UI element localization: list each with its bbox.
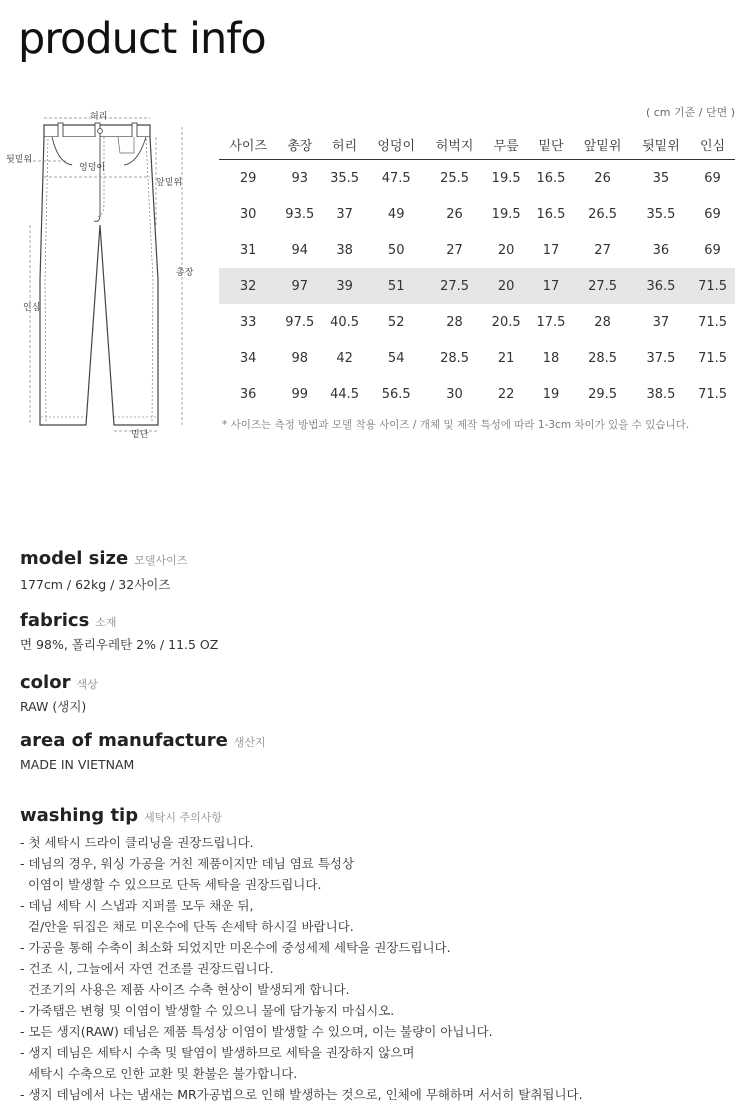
size-table-cell: 27.5 — [573, 268, 631, 304]
size-table — [219, 129, 735, 412]
diagram-label-front-rise: 앞밑위 — [156, 178, 183, 188]
size-table-cell: 97 — [277, 268, 322, 304]
fabrics-title: fabrics — [20, 610, 90, 631]
size-table-cell: 21 — [497, 350, 515, 366]
washing-tip-line: - 첫 세탁시 드라이 클리닝을 권장드립니다. — [20, 835, 254, 850]
manufacture-value: MADE IN VIETNAM — [20, 757, 135, 772]
size-table-header-cell: 허벅지 — [425, 129, 483, 160]
size-table-row — [219, 304, 735, 340]
size-table-cell: 16.5 — [536, 170, 566, 186]
size-table-cell: 17.5 — [536, 314, 566, 330]
size-table-cell: 17 — [529, 268, 574, 304]
size-table-cell: 22 — [497, 386, 515, 402]
size-table-cell: 71.5 — [698, 386, 728, 402]
diagram-label-hem: 밑단 — [131, 430, 149, 440]
size-table-cell: 35 — [652, 170, 670, 186]
washing-tip-line: - 생지 데님에서 나는 냄새는 MR가공법으로 인해 발생하는 것으로, 인체에 무해하며 서서히 탈취됩니다. — [20, 1087, 583, 1102]
model-size-title: model size — [20, 548, 129, 569]
size-table-cell: 93.5 — [285, 206, 315, 222]
diagram-label-back-rise: 뒷밑위 — [6, 155, 33, 165]
washing-tip-line: 세탁시 수축으로 인한 교환 및 환불은 불가합니다. — [20, 1066, 298, 1081]
size-table-cell: 94 — [291, 242, 309, 258]
unit-note: ( cm 기준 / 단면 ) — [645, 106, 735, 119]
size-table-cell: 20 — [484, 268, 529, 304]
washing-tip-item — [20, 895, 583, 937]
size-table-note: * 사이즈는 측정 방법과 모델 착용 사이즈 / 개체 및 제작 특성에 따라 1-3cm 차이가 있을 수 있습니다. — [222, 419, 690, 431]
size-table-cell: 30 — [239, 206, 257, 222]
washing-tip-line: - 모든 생지(RAW) 데님은 제품 특성상 이염이 발생할 수 있으며, 이는 불량이 아닙니다. — [20, 1024, 493, 1039]
size-table-header-cell: 무릎 — [484, 129, 529, 160]
diagram-label-waist: 허리 — [90, 112, 108, 122]
size-table-cell: 20.5 — [491, 314, 521, 330]
size-table-cell: 36.5 — [632, 268, 690, 304]
size-table-cell: 71.5 — [690, 268, 735, 304]
size-table-cell: 42 — [336, 350, 353, 366]
size-table-cell: 16.5 — [536, 206, 566, 222]
size-table-cell: 71.5 — [698, 350, 728, 366]
washing-tip-item — [20, 1000, 583, 1021]
size-table-cell: 40.5 — [330, 314, 360, 330]
size-table-cell: 35.5 — [330, 170, 360, 186]
size-table-cell: 27 — [446, 242, 463, 258]
size-table-cell: 19 — [542, 386, 560, 402]
size-table-cell: 26.5 — [588, 206, 618, 222]
color-value: RAW (생지) — [20, 699, 87, 714]
size-table-cell: 50 — [387, 242, 405, 258]
size-table-header-cell: 사이즈 — [219, 129, 277, 160]
manufacture-title: area of manufacture — [20, 730, 228, 751]
model-size-value: 177cm / 62kg / 32사이즈 — [20, 577, 171, 592]
size-table-cell: 20 — [497, 242, 515, 258]
size-table-cell: 28 — [446, 314, 463, 330]
size-table-cell: 36 — [239, 386, 257, 402]
size-table-row — [219, 232, 735, 268]
size-table-cell: 28 — [594, 314, 611, 330]
manufacture-title-ko: 생산지 — [233, 736, 266, 749]
color-title: color — [20, 672, 71, 693]
size-table-cell: 25.5 — [440, 170, 470, 186]
model-size-heading — [20, 548, 187, 569]
washing-tip-line: - 생지 데님은 세탁시 수축 및 탈염이 발생하므로 세탁을 권장하지 않으며 — [20, 1045, 415, 1060]
size-table-cell: 69 — [704, 170, 721, 186]
size-table-cell: 69 — [704, 242, 721, 258]
size-table-cell: 71.5 — [698, 314, 728, 330]
diagram-label-total-length: 총장 — [176, 268, 194, 278]
washing-tip-line: - 건조 시, 그늘에서 자연 건조를 권장드립니다. — [20, 961, 274, 976]
size-table-body — [219, 160, 735, 413]
size-table-cell: 35.5 — [646, 206, 676, 222]
washing-tip-item — [20, 1021, 583, 1042]
washing-tip-item — [20, 832, 583, 853]
size-table-cell: 26 — [446, 206, 463, 222]
size-table-cell: 36 — [652, 242, 670, 258]
size-table-cell: 32 — [219, 268, 277, 304]
size-table-cell: 49 — [387, 206, 405, 222]
size-table-row — [219, 268, 735, 304]
washing-tip-line: 건조기의 사용은 제품 사이즈 수축 현상이 발생되게 합니다. — [20, 982, 350, 997]
size-table-cell: 93 — [291, 170, 309, 186]
washing-tip-item — [20, 1042, 583, 1084]
size-table-header-cell: 앞밑위 — [573, 129, 631, 160]
size-table-cell: 18 — [542, 350, 560, 366]
size-table-cell: 37.5 — [646, 350, 676, 366]
size-table-cell: 98 — [291, 350, 309, 366]
size-table-cell: 33 — [239, 314, 257, 330]
fabrics-title-ko: 소재 — [95, 616, 117, 629]
washing-tip-line: - 데님의 경우, 워싱 가공을 거친 제품이지만 데님 염료 특성상 — [20, 856, 355, 871]
size-table-header-cell: 뒷밑위 — [632, 129, 690, 160]
size-table-cell: 27 — [594, 242, 611, 258]
size-table-header-cell: 엉덩이 — [367, 129, 425, 160]
size-table-row — [219, 376, 735, 412]
washing-tip-item — [20, 958, 583, 1000]
size-table-cell: 51 — [367, 268, 425, 304]
washing-title: washing tip — [20, 805, 139, 826]
size-table-cell: 56.5 — [381, 386, 411, 402]
washing-tip-line: 이염이 발생할 수 있으므로 단독 세탁을 권장드립니다. — [20, 877, 322, 892]
jeans-diagram — [0, 105, 215, 445]
washing-tip-item — [20, 1084, 583, 1105]
washing-tips-list — [20, 832, 583, 1105]
size-table-header-cell: 밑단 — [529, 129, 574, 160]
diagram-label-hip: 엉덩이 — [79, 163, 106, 173]
size-table-cell: 37 — [336, 206, 353, 222]
size-table-cell: 31 — [239, 242, 257, 258]
washing-tip-item — [20, 937, 583, 958]
size-table-cell: 28.5 — [588, 350, 618, 366]
size-table-cell: 19.5 — [491, 206, 521, 222]
size-table-cell: 52 — [387, 314, 405, 330]
washing-tip-line: 겉/안을 뒤집은 채로 미온수에 단독 손세탁 하시길 바랍니다. — [20, 919, 354, 934]
size-table-cell: 99 — [291, 386, 309, 402]
size-table-cell: 28.5 — [440, 350, 470, 366]
washing-heading — [20, 805, 222, 826]
size-table-cell: 38.5 — [646, 386, 676, 402]
washing-title-ko: 세탁시 주의사항 — [144, 811, 222, 824]
size-table-cell: 29.5 — [588, 386, 618, 402]
size-table-cell: 26 — [594, 170, 611, 186]
size-table-header-row — [219, 129, 735, 160]
page-title: product info — [18, 14, 266, 64]
size-table-cell: 97.5 — [285, 314, 315, 330]
size-table-header-cell: 총장 — [277, 129, 322, 160]
size-table-row — [219, 196, 735, 232]
size-table-cell: 37 — [652, 314, 670, 330]
size-table-cell: 38 — [336, 242, 353, 258]
size-table-header-cell: 인심 — [690, 129, 735, 160]
model-size-title-ko: 모델사이즈 — [134, 554, 188, 567]
size-table-cell: 29 — [239, 170, 257, 186]
size-table-cell: 17 — [542, 242, 560, 258]
washing-tip-line: - 가공을 통해 수축이 최소화 되었지만 미온수에 중성세제 세탁을 권장드립니다. — [20, 940, 451, 955]
size-table-cell: 39 — [322, 268, 367, 304]
diagram-label-inseam: 인심 — [23, 303, 41, 313]
size-table-cell: 34 — [239, 350, 257, 366]
size-table-cell: 27.5 — [425, 268, 483, 304]
fabrics-value: 면 98%, 폴리우레탄 2% / 11.5 OZ — [20, 637, 219, 652]
size-table-cell: 54 — [387, 350, 405, 366]
size-table-header-cell: 허리 — [322, 129, 367, 160]
color-title-ko: 색상 — [76, 678, 98, 691]
washing-tip-line: - 가죽탭은 변형 및 이염이 발생할 수 있으니 물에 담가놓지 마십시오. — [20, 1003, 395, 1018]
size-table-cell: 69 — [704, 206, 721, 222]
size-table-row — [219, 160, 735, 197]
size-table-cell: 47.5 — [381, 170, 411, 186]
washing-tip-item — [20, 853, 583, 895]
size-table-cell: 44.5 — [330, 386, 360, 402]
size-table-row — [219, 340, 735, 376]
size-table-cell: 19.5 — [491, 170, 521, 186]
fabrics-heading — [20, 610, 117, 631]
size-table-cell: 30 — [446, 386, 463, 402]
washing-tip-line: - 데님 세탁 시 스냅과 지퍼를 모두 채운 뒤, — [20, 898, 254, 913]
manufacture-heading — [20, 730, 266, 751]
color-heading — [20, 672, 98, 693]
